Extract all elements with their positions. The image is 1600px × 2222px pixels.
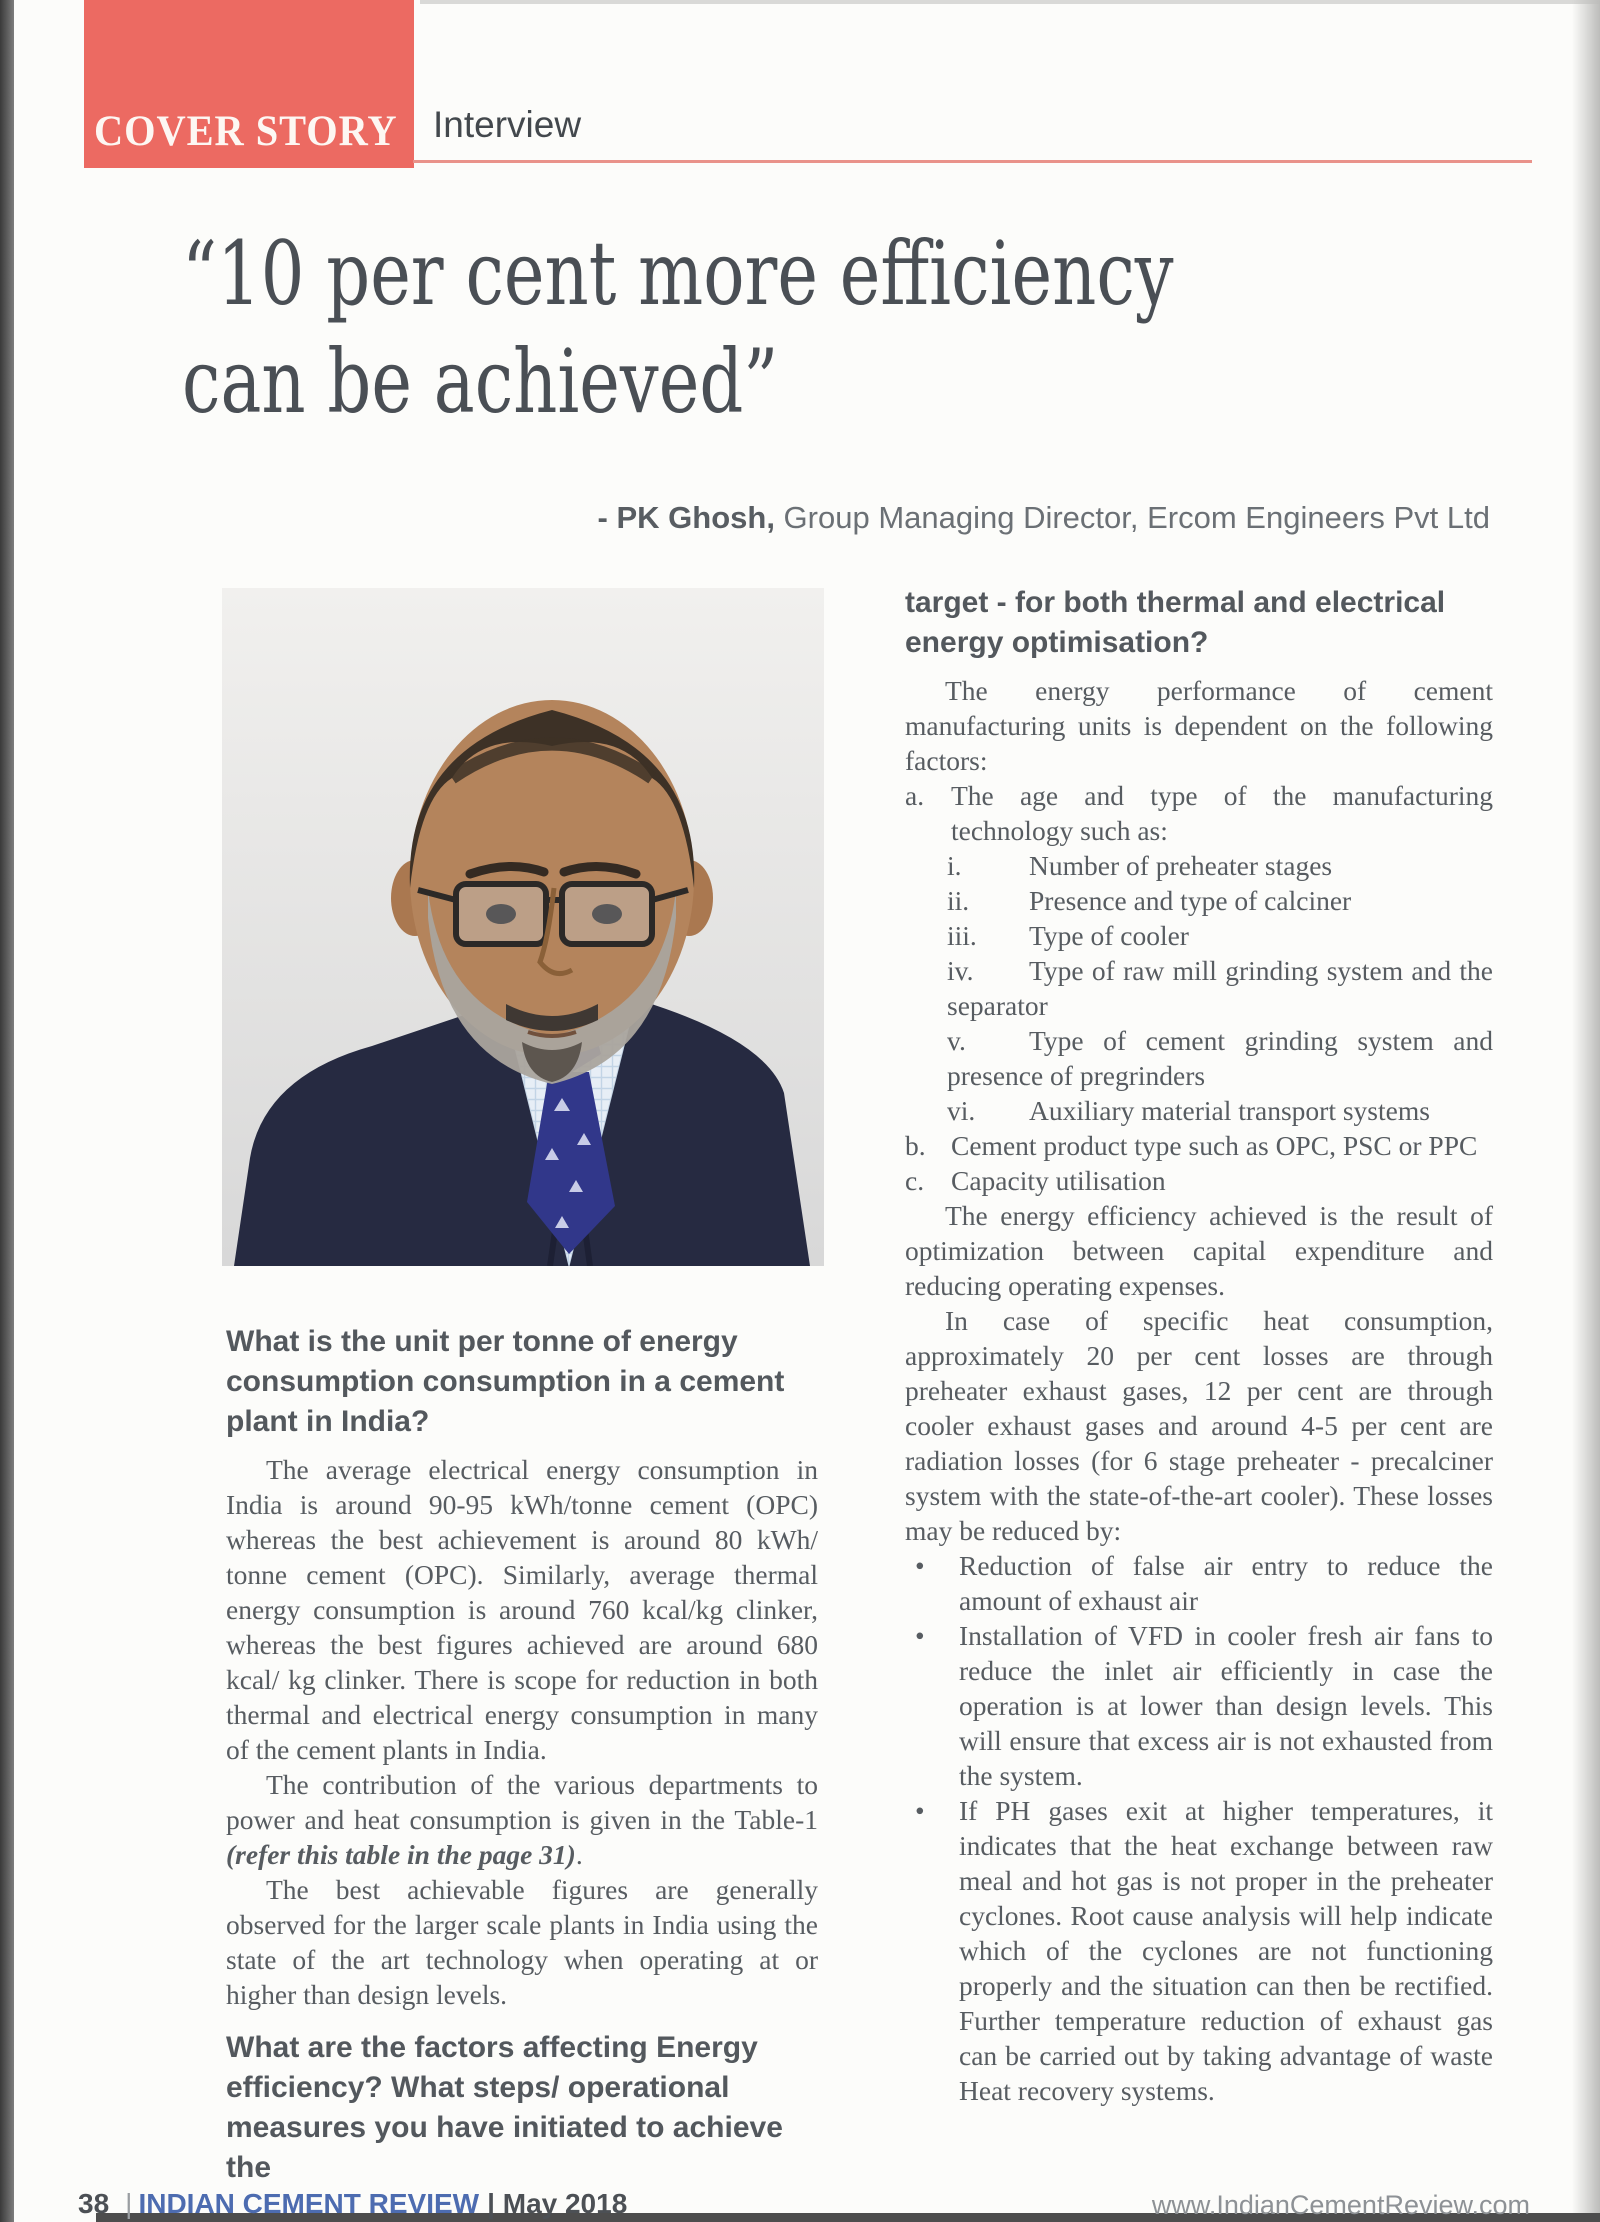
list-marker-b: b. [905, 1130, 926, 1161]
byline [300, 500, 1490, 536]
footer-left [78, 2188, 627, 2220]
sublist-item-iv [905, 953, 1493, 1023]
list-item-b-text: Cement product type such as OPC, PSC or PPC [951, 1130, 1478, 1161]
sublist-item-iv-text: Type of raw mill grinding system and the separator [947, 955, 1493, 1021]
kicker-label: COVER STORY [94, 108, 398, 155]
bullet-item-1 [905, 1548, 1493, 1618]
article-title-line2: can be achieved” [182, 330, 779, 433]
question-2-continued: target - for both thermal and electrical energy optimisation? [905, 586, 1446, 659]
table-reference: (refer this table in the page 31) [226, 1839, 576, 1870]
list-marker-a: a. [905, 780, 925, 811]
sublist-marker-i: i. [947, 850, 962, 881]
bullet-item-2-text: Installation of VFD in cooler fresh air fans to reduce the inlet air efficiently in case the operation is at lower than design levels. This will ensure that excess air is not exhausted from the system. [959, 1620, 1493, 1791]
article-title-line1: “10 per cent more efficiency [182, 222, 1174, 325]
sublist-item-ii [905, 883, 1493, 918]
magazine-name: INDIAN CEMENT REVIEW [138, 2188, 480, 2219]
list-marker-c: c. [905, 1165, 925, 1196]
list-item-c-text: Capacity utilisation [951, 1165, 1166, 1196]
issue-date: | May 2018 [487, 2188, 628, 2219]
left-column [226, 1322, 818, 2188]
sublist-marker-iv: iv. [947, 955, 974, 986]
sublist-item-vi-text: Auxiliary material transport systems [1029, 1095, 1430, 1126]
sublist-item-i-text: Number of preheater stages [1029, 850, 1333, 881]
bullet-item-3 [905, 1793, 1493, 2108]
paragraph-period: . [575, 1839, 583, 1870]
answer-2-paragraph-3: In case of specific heat consumption, approximately 20 per cent losses are through preheater exhaust gases, 12 per cent are through cooler exhaust gases and around 4-5 per cent are radiation losses (for 6 stage preheater - precalciner system with the state-of-the-art cooler). These losses may be reduced by: [905, 1305, 1493, 1546]
scan-edge-right [1572, 0, 1600, 2222]
cover-story-banner [84, 0, 414, 168]
header-rule [413, 160, 1532, 163]
list-item-b [905, 1128, 1493, 1163]
bullet-icon: • [915, 1550, 925, 1581]
sublist-marker-iii: iii. [947, 920, 977, 951]
bullet-item-1-text: Reduction of false air entry to reduce the amount of exhaust air [959, 1550, 1493, 1616]
answer-1-paragraph-2 [226, 1767, 818, 1872]
footer-website: www.IndianCementReview.com [1151, 2190, 1530, 2220]
paragraph-text: The contribution of the various departments to power and heat consumption is given in the Table-1 [226, 1769, 818, 1835]
answer-2-paragraph-2: The energy efficiency achieved is the result of optimization between capital expenditure and reducing operating expenses. [905, 1200, 1493, 1301]
sublist-item-v [905, 1023, 1493, 1093]
byline-role: Group Managing Director, Ercom Engineers Pvt Ltd [774, 500, 1490, 535]
list-item-a [905, 778, 1493, 848]
scan-edge-top [420, 0, 1600, 4]
question-2: What are the factors affecting Energy efficiency? What steps/ operational measures you have initiated to achieve the [226, 2031, 783, 2184]
bullet-item-3-text: If PH gases exit at higher temperatures, it indicates that the heat exchange between raw meal and hot gas is not proper in the preheater cyclones. Root cause analysis will help indicate which of the cyclones are not functioning properly and the situation can then be rectified. Further temperature reduction of exhaust gas can be carried out by taking advantage of waste Heat recovery systems. [959, 1795, 1493, 2106]
list-item-c [905, 1163, 1493, 1198]
sublist-marker-ii: ii. [947, 885, 970, 916]
answer-1-paragraph-1: The average electrical energy consumption in India is around 90-95 kWh/tonne cement (OPC) whereas the best achievement is around 80 kWh/ tonne cement (OPC). Similarly, average thermal energy consumption is around 760 kcal/kg clinker, whereas the best figures achieved are around 680 kcal/ kg clinker. There is scope for reduction in both thermal and electrical energy consumption in many of the cement plants in India. [226, 1454, 818, 1765]
sublist-item-ii-text: Presence and type of calciner [1029, 885, 1352, 916]
right-column [905, 583, 1493, 2108]
footer-separator: | [125, 2188, 133, 2219]
scan-edge-left [0, 0, 14, 2222]
question-1: What is the unit per tonne of energy consumption consumption in a cement plant in India? [226, 1325, 785, 1438]
portrait-illustration [222, 588, 824, 1266]
sublist-item-iii [905, 918, 1493, 953]
sublist-marker-v: v. [947, 1025, 966, 1056]
answer-1-paragraph-3: The best achievable figures are generally observed for the larger scale plants in India using the state of the art technology when operating at or higher than design levels. [226, 1874, 818, 2010]
sublist-item-vi [905, 1093, 1493, 1128]
answer-2-paragraph-1: The energy performance of cement manufacturing units is dependent on the following factors: [905, 675, 1493, 776]
sublist-item-iii-text: Type of cooler [1029, 920, 1189, 951]
bullet-item-2 [905, 1618, 1493, 1793]
article-title [182, 220, 1174, 436]
portrait-photo [222, 588, 824, 1266]
bullet-icon: • [915, 1795, 925, 1826]
sublist-item-v-text: Type of cement grinding system and presence of pregrinders [947, 1025, 1493, 1091]
bullet-icon: • [915, 1620, 925, 1651]
list-item-a-text: The age and type of the manufacturing technology such as: [951, 780, 1493, 846]
page-number: 38 [78, 2188, 110, 2219]
sublist-marker-vi: vi. [947, 1095, 976, 1126]
sublist-item-i [905, 848, 1493, 883]
byline-name: - PK Ghosh, [597, 500, 775, 535]
section-label: Interview [433, 104, 582, 145]
